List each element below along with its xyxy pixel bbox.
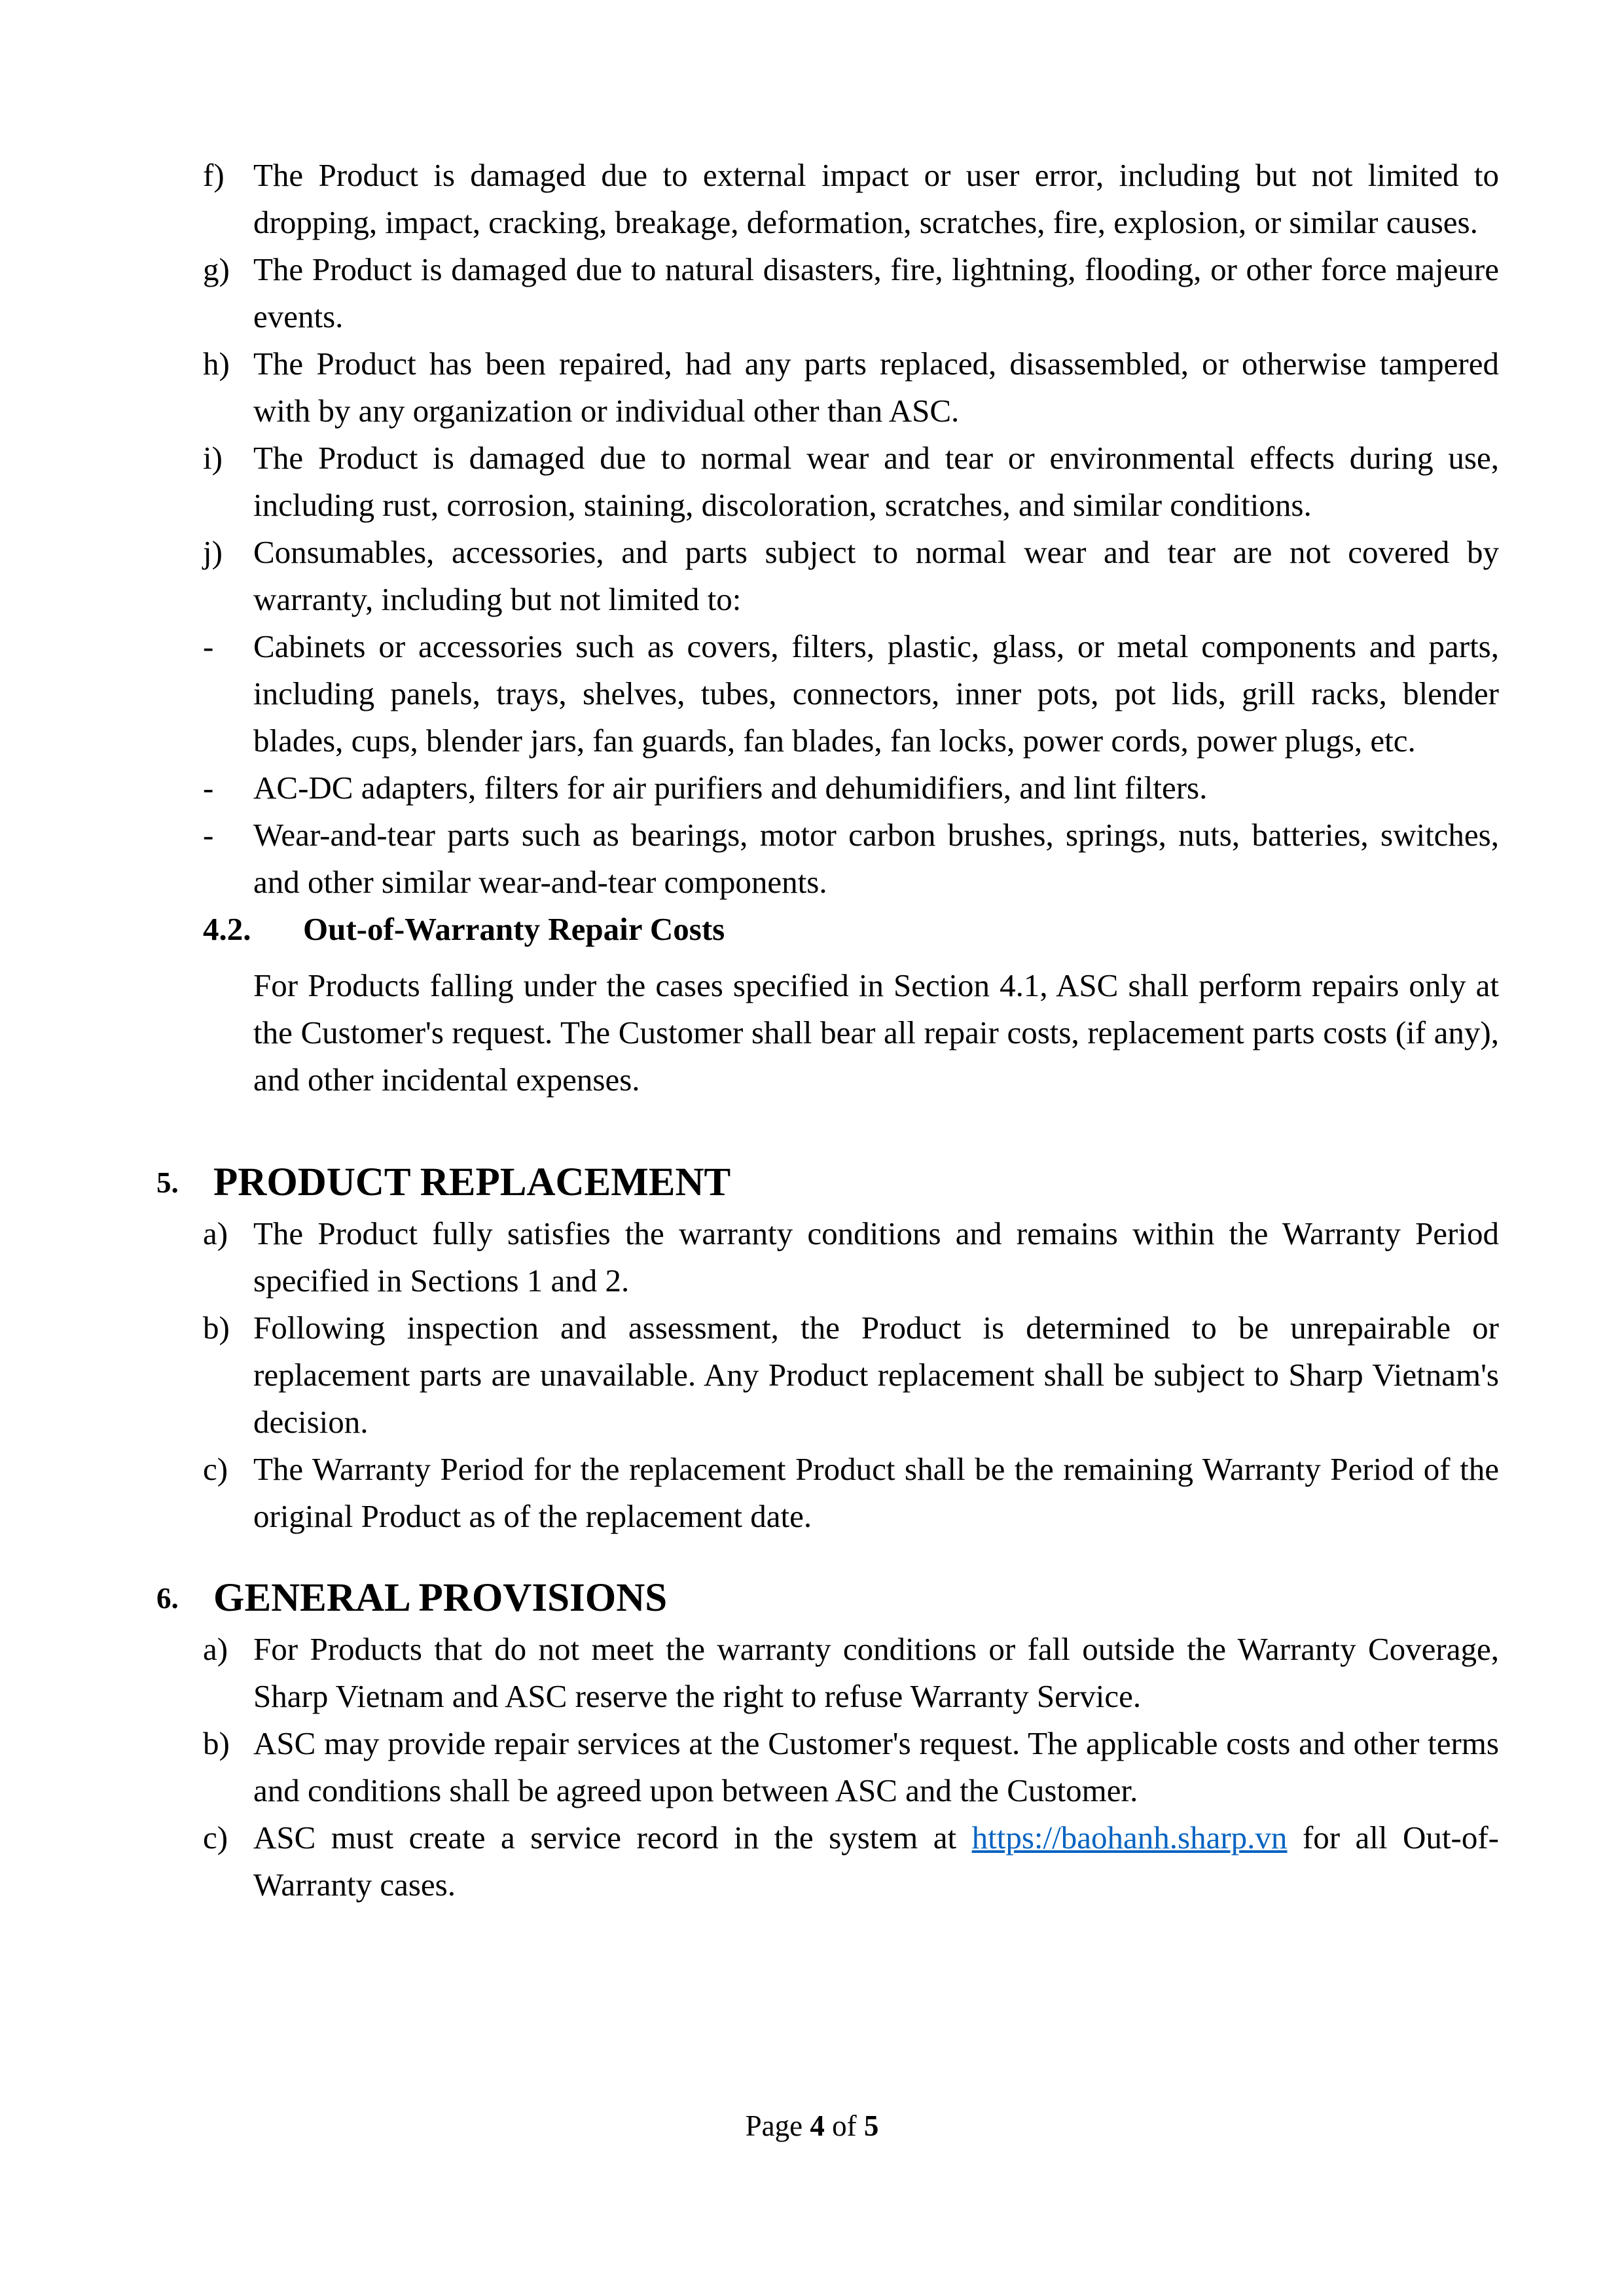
list-marker: a) xyxy=(203,1215,228,1251)
list-item-text: The Warranty Period for the replacement Product shall be the remaining Warranty Period of the original Product as of the replacement date. xyxy=(253,1451,1499,1534)
list-item xyxy=(203,1720,1499,1814)
warranty-portal-link[interactable]: https://baohanh.sharp.vn xyxy=(971,1820,1288,1856)
bullet-item-text: Cabinets or accessories such as covers, filters, plastic, glass, or metal components and parts, including panels, trays, shelves, tubes, connectors, inner pots, pot lids, grill racks, blender blades, cups, blender jars, fan guards, fan blades, fan locks, power cords, power plugs, etc. xyxy=(253,628,1499,759)
list-marker: h) xyxy=(203,346,230,382)
bullet-item-text: Wear-and-tear parts such as bearings, motor carbon brushes, springs, nuts, batteries, switches, and other similar wear-and-tear components. xyxy=(253,817,1499,900)
list-item-text: The Product is damaged due to normal wear and tear or environmental effects during use, including rust, corrosion, staining, discoloration, scratches, and similar conditions. xyxy=(253,440,1499,523)
section-number: 6. xyxy=(156,1582,179,1615)
current-page-number: 4 xyxy=(810,2109,825,2142)
section-heading xyxy=(156,1573,1499,1626)
page-content xyxy=(156,152,1499,1909)
list-item-text: ASC must create a service record in the system at xyxy=(253,1820,972,1856)
list-item-text: The Product fully satisfies the warranty conditions and remains within the Warranty Period specified in Sections 1 and 2. xyxy=(253,1215,1499,1299)
bullet-marker: - xyxy=(203,817,214,853)
bullet-item xyxy=(203,623,1499,764)
list-item xyxy=(203,1210,1499,1304)
page-label: Page xyxy=(745,2109,803,2142)
list-item xyxy=(203,1626,1499,1720)
bullet-item xyxy=(203,812,1499,906)
list-item-text: Consumables, accessories, and parts subject to normal wear and tear are not covered by warranty, including but not limited to: xyxy=(253,534,1499,617)
bullet-item xyxy=(203,764,1499,812)
list-item xyxy=(203,435,1499,529)
list-item xyxy=(203,152,1499,246)
section-title: PRODUCT REPLACEMENT xyxy=(213,1160,731,1204)
list-item-text: For Products that do not meet the warranty conditions or fall outside the Warranty Coverage, Sharp Vietnam and ASC reserve the right to refuse Warranty Service. xyxy=(253,1631,1499,1714)
list-item-text: ASC may provide repair services at the Customer's request. The applicable costs and other terms and conditions shall be agreed upon between ASC and the Customer. xyxy=(253,1725,1499,1808)
list-item-text: The Product is damaged due to external impact or user error, including but not limited to dropping, impact, cracking, breakage, deformation, scratches, fire, explosion, or similar causes. xyxy=(253,157,1499,240)
list-marker: i) xyxy=(203,440,223,476)
of-label: of xyxy=(832,2109,857,2142)
list-item-text: Following inspection and assessment, the Product is determined to be unrepairable or replacement parts are unavailable. Any Product replacement shall be subject to Sharp Vietnam's decision. xyxy=(253,1310,1499,1440)
list-marker: b) xyxy=(203,1725,230,1761)
list-item xyxy=(203,529,1499,623)
list-marker: a) xyxy=(203,1631,228,1667)
section-title: GENERAL PROVISIONS xyxy=(213,1576,668,1620)
section-heading xyxy=(156,1157,1499,1210)
subsection-paragraph: For Products falling under the cases specified in Section 4.1, ASC shall perform repairs only at the Customer's request. The Customer shall bear all repair costs, replacement parts costs (if any), and other incidental expenses. xyxy=(253,967,1499,1098)
list-item xyxy=(203,246,1499,340)
list-item xyxy=(203,1814,1499,1909)
total-pages-number: 5 xyxy=(863,2109,879,2142)
bullet-marker: - xyxy=(203,628,214,664)
list-item-text: for all Out-of-Warranty cases. xyxy=(253,1820,1499,1903)
bullet-marker: - xyxy=(203,770,214,806)
list-item-text: The Product has been repaired, had any parts replaced, disassembled, or otherwise tampered with by any organization or individual other than ASC. xyxy=(253,346,1499,429)
list-marker: c) xyxy=(203,1451,228,1487)
list-marker: c) xyxy=(203,1820,228,1856)
list-marker: g) xyxy=(203,251,230,287)
bullet-item-text: AC-DC adapters, filters for air purifiers and dehumidifiers, and lint filters. xyxy=(253,770,1208,806)
page-footer xyxy=(0,2109,1624,2143)
list-marker: b) xyxy=(203,1310,230,1346)
subsection-heading xyxy=(203,906,1499,953)
list-item xyxy=(203,340,1499,435)
list-item-text: The Product is damaged due to natural disasters, fire, lightning, flooding, or other force majeure events. xyxy=(253,251,1499,334)
list-item xyxy=(203,1304,1499,1446)
subsection-number: 4.2. xyxy=(203,911,251,947)
list-item xyxy=(203,1446,1499,1540)
list-marker: j) xyxy=(203,534,223,570)
subsection-title: Out-of-Warranty Repair Costs xyxy=(303,911,725,947)
list-marker: f) xyxy=(203,157,225,193)
section-number: 5. xyxy=(156,1166,179,1199)
